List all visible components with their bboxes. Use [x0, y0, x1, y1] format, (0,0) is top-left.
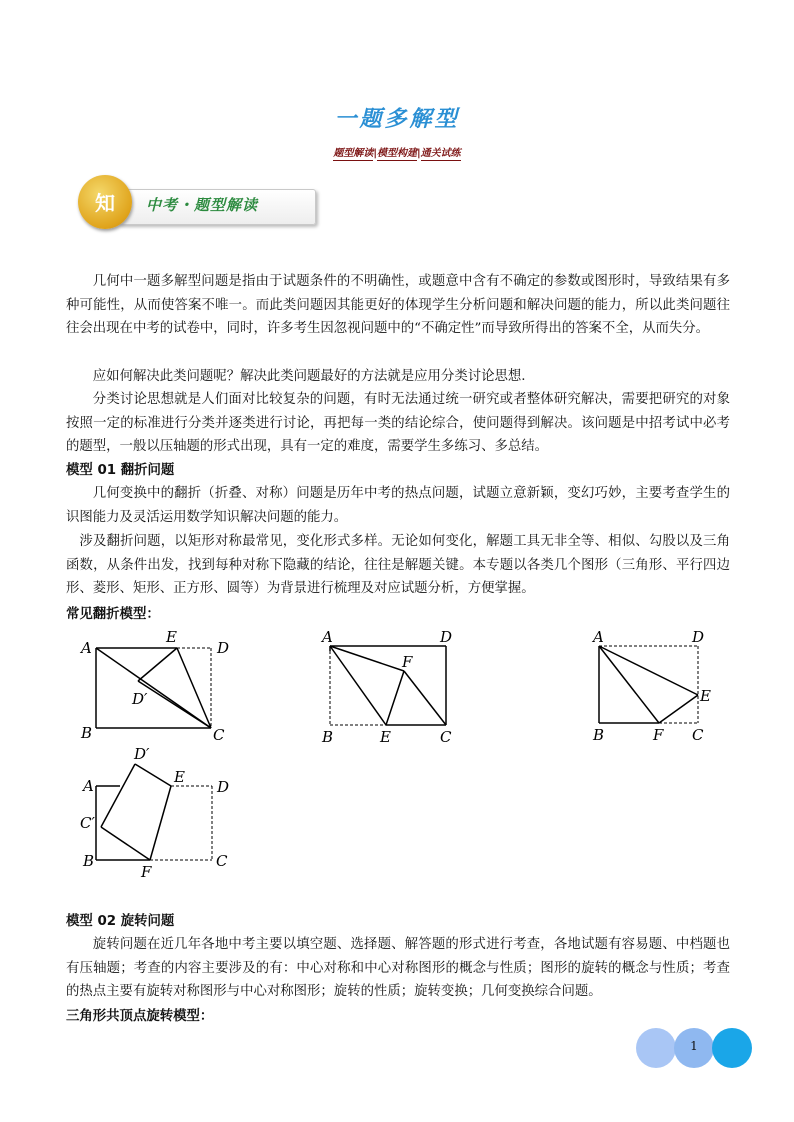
- point-label: F: [141, 863, 152, 881]
- section-heading: 模型 01 翻折问题: [66, 463, 175, 478]
- point-label: C: [692, 726, 704, 744]
- point-label: D: [217, 778, 230, 796]
- fold-figure-3: [588, 626, 728, 746]
- point-label: B: [81, 724, 93, 742]
- fold-figure-1: [76, 626, 246, 746]
- point-label: C: [440, 728, 452, 746]
- page-title: 一题多解型: [334, 107, 460, 132]
- point-label: C′: [80, 814, 95, 832]
- point-label: C: [216, 852, 228, 870]
- subtitle-part: 模型构建: [377, 148, 417, 159]
- point-label: F: [402, 653, 413, 671]
- decor-circle: [636, 1028, 676, 1068]
- point-label: B: [322, 728, 334, 746]
- body-paragraph: 涉及翻折问题，以矩形对称最常见，变化形式多样。无论如何变化，解题工具无非全等、相似、勾股以及三角函数，从条件出发，找到每种对称下隐藏的结论，往往是解题关键。本专题以各类几个图形（三角形、平行四边形、菱形、矩形、正方形、圆等）为背景进行梳理及对应试题分析，方便掌握。: [66, 534, 730, 596]
- point-label: E: [380, 728, 391, 746]
- page-subtitle: [0, 144, 794, 159]
- point-label: A: [83, 777, 94, 795]
- section-heading: 模型 02 旋转问题: [66, 914, 175, 929]
- banner-label: 中考・题型解读: [146, 196, 259, 214]
- point-label: A: [81, 639, 92, 657]
- point-label: E: [174, 768, 185, 786]
- banner-badge-text: 知: [95, 191, 115, 215]
- decor-circle: [712, 1028, 752, 1068]
- sub-heading: 三角形共顶点旋转模型：: [66, 1009, 214, 1024]
- body-paragraph: 旋转问题在近几年各地中考主要以填空题、选择题、解答题的形式进行考查，各地试题有容易题、中档题也有压轴题；考查的内容主要涉及的有：中心对称和中心对称图形的概念与性质；图形的旋转的概念与性质；考查的热点主要有旋转对称图形与中心对称图形；旋转的性质；旋转变换；几何变换综合问题。: [66, 937, 730, 999]
- point-label: D: [217, 639, 230, 657]
- point-label: D′: [132, 690, 148, 708]
- point-label: B: [593, 726, 605, 744]
- subtitle-part: 通关试练: [420, 148, 461, 159]
- sub-heading: 常见翻折模型：: [66, 607, 160, 622]
- banner-badge: [78, 175, 132, 229]
- section-banner: [78, 175, 314, 233]
- page-number-badge: [636, 1028, 754, 1068]
- subtitle-part: 题型解读: [333, 148, 374, 159]
- point-label: F: [653, 726, 664, 744]
- subtitle-separator: |: [373, 148, 377, 159]
- intro-paragraph: 分类讨论思想就是人们面对比较复杂的问题，有时无法通过统一研究或者整体研究解决，需要把研究的对象按照一定的标准进行分类并逐类进行讨论，再把每一类的结论综合，使问题得到解决。该问题是中招考试中必考的题型，一般以压轴题的形式出现，具有一定的难度，需要学生多练习、多总结。: [66, 392, 730, 454]
- point-label: A: [593, 628, 604, 646]
- page-number: 1: [690, 1039, 698, 1053]
- intro-paragraph: 几何中一题多解型问题是指由于试题条件的不明确性，或题意中含有不确定的参数或图形时，导致结果有多种可能性，从而使答案不唯一。而此类问题因其能更好的体现学生分析问题和解决问题的能力，所以此类问题往往会出现在中考的试卷中，同时，许多考生因忽视问题中的“不确定性”而导致所得出的答案不全，从而失分。: [66, 274, 730, 336]
- intro-paragraph: 应如何解决此类问题呢？解决此类问题最好的方法就是应用分类讨论思想.: [92, 369, 526, 384]
- point-label: D′: [134, 745, 150, 763]
- fold-figure-2: [316, 626, 466, 746]
- subtitle-separator: |: [417, 148, 421, 159]
- point-label: C: [213, 726, 225, 744]
- point-label: D: [692, 628, 705, 646]
- point-label: A: [322, 628, 333, 646]
- body-paragraph: 几何变换中的翻折（折叠、对称）问题是历年中考的热点问题，试题立意新颖，变幻巧妙，主要考查学生的识图能力及灵活运用数学知识解决问题的能力。: [66, 486, 730, 525]
- point-label: D: [440, 628, 453, 646]
- fold-figure-4: [78, 742, 248, 882]
- point-label: E: [166, 628, 177, 646]
- point-label: B: [83, 852, 95, 870]
- point-label: E: [700, 687, 711, 705]
